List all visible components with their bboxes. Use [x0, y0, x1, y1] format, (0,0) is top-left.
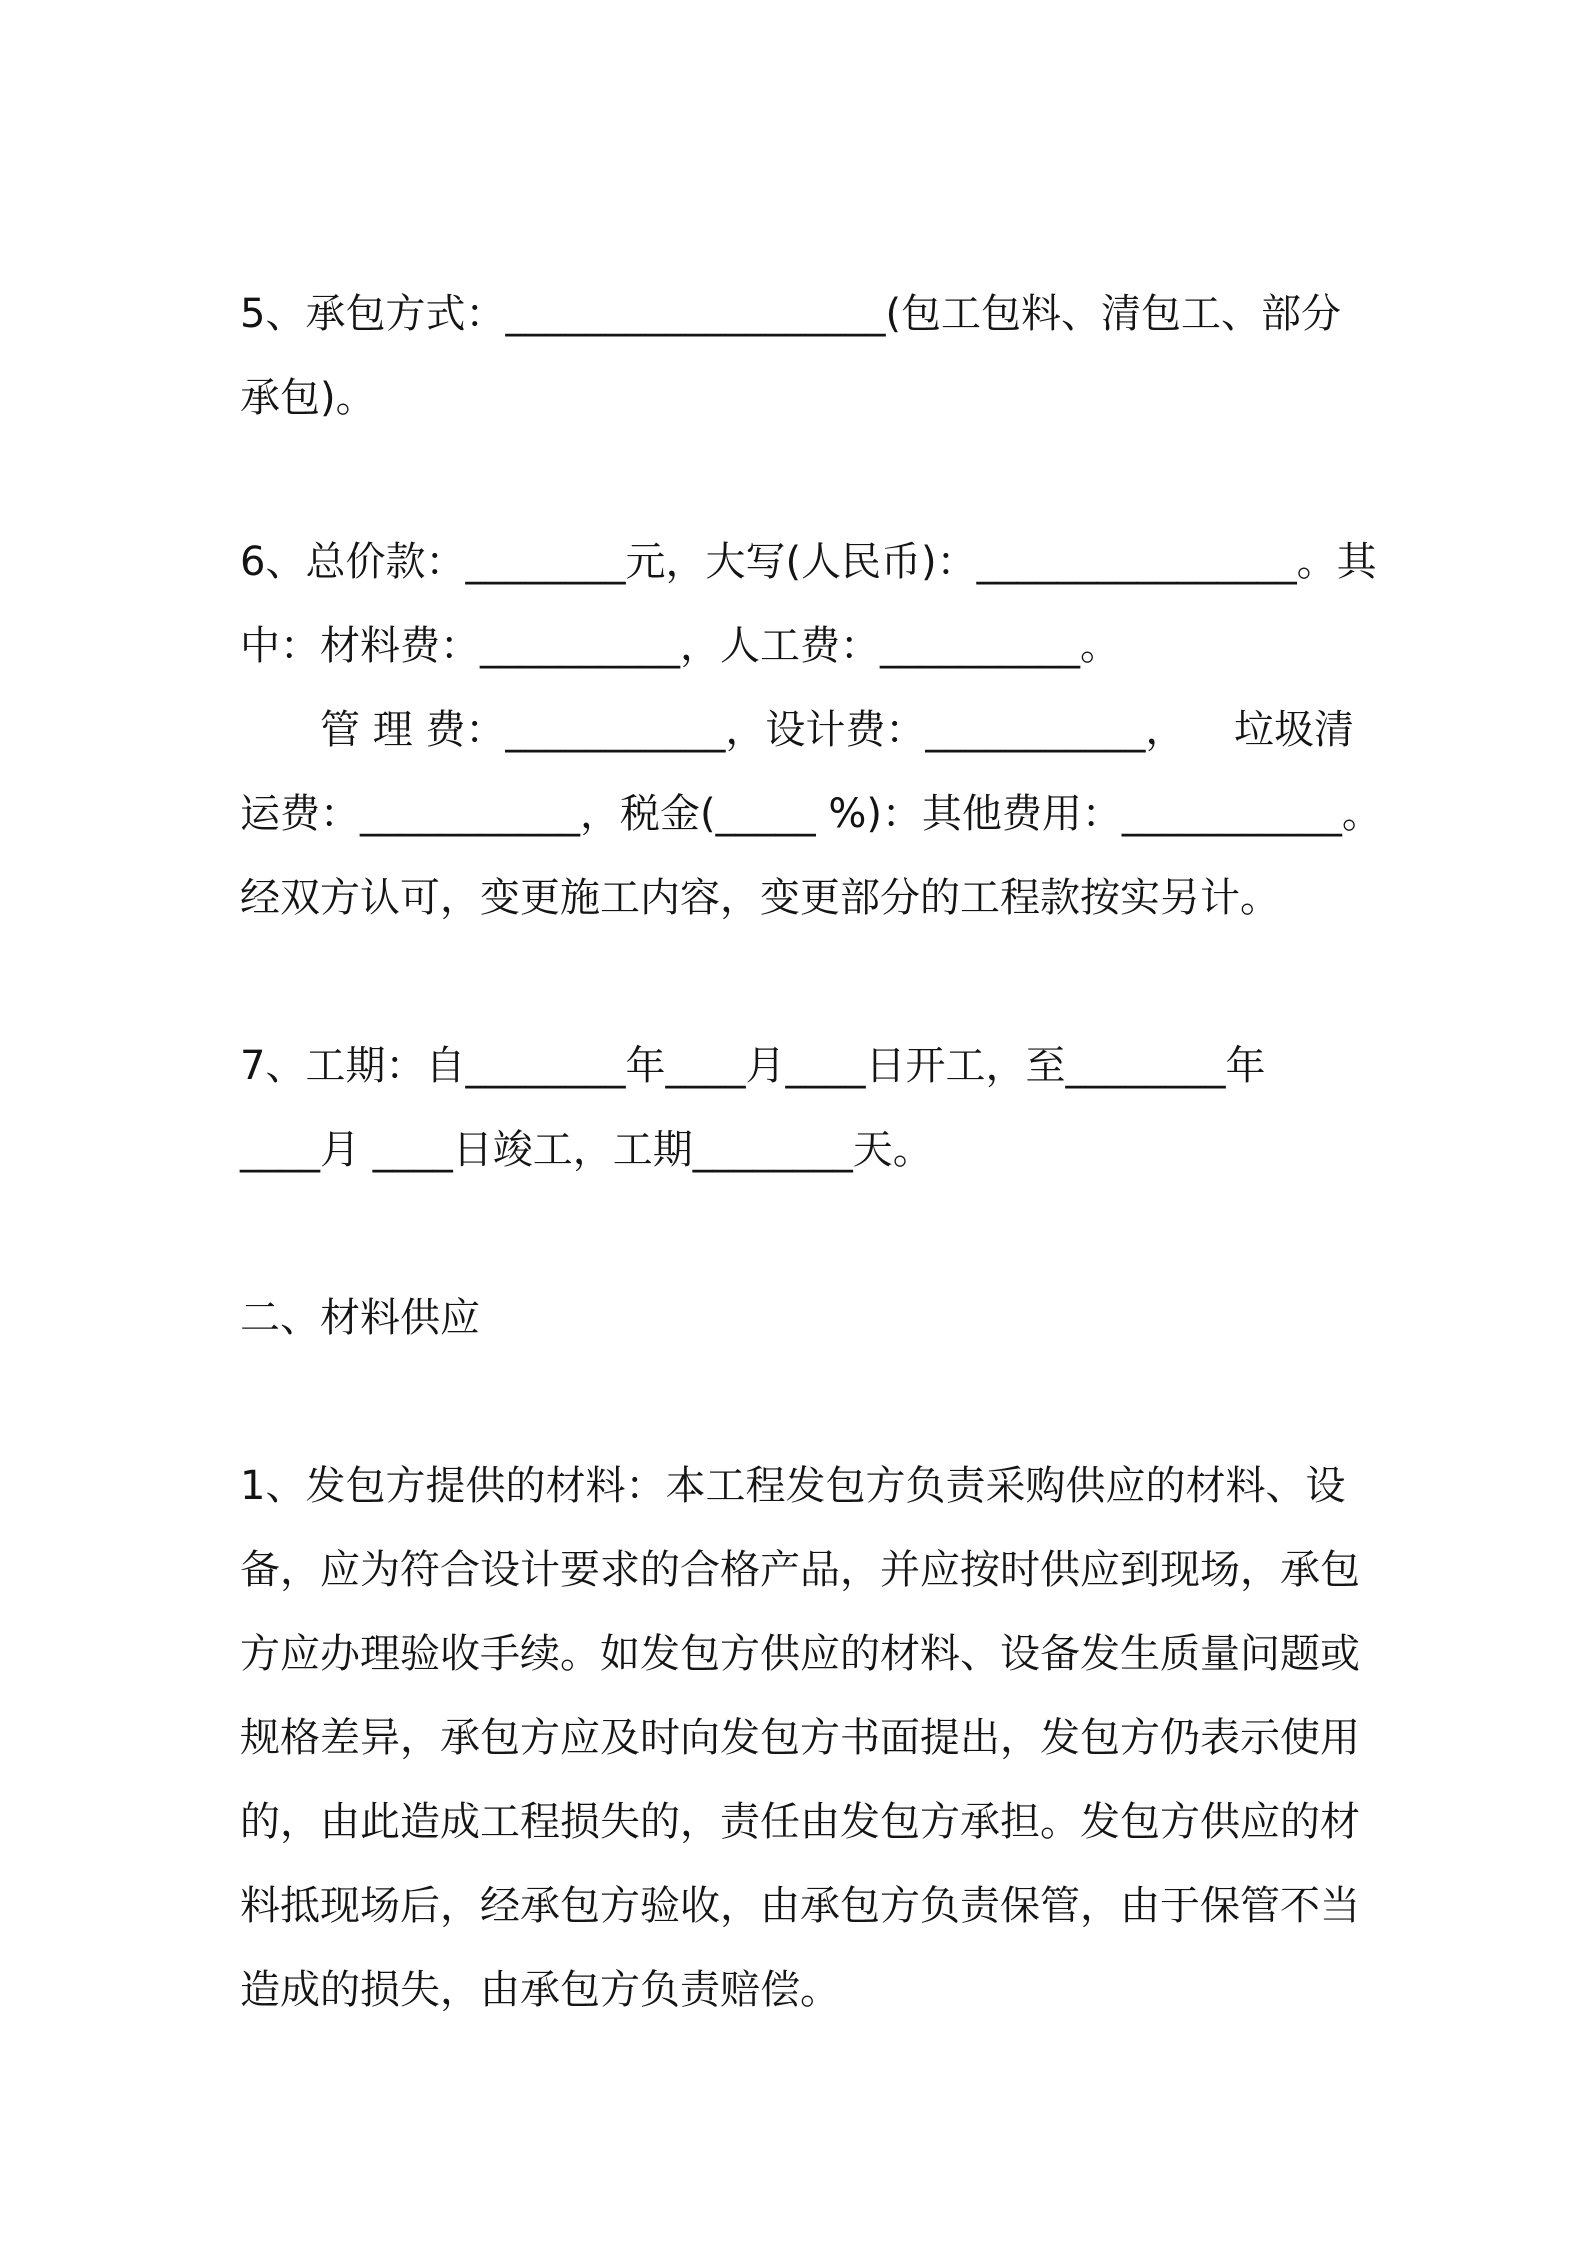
- item7-line1: 7、工期：自________年____月____日开工，至________年: [240, 1043, 1266, 1089]
- clause1-line: 备，应为符合设计要求的合格产品，并应按时供应到现场，承包: [240, 1547, 1360, 1593]
- item7-line2: ____月 ____日竣工，工期________天。: [240, 1127, 933, 1173]
- item6-line2: 中：材料费：__________，人工费：__________。: [240, 623, 1120, 669]
- section-heading: 二、材料供应: [240, 1295, 480, 1341]
- clause1-line: 1、发包方提供的材料：本工程发包方负责采购供应的材料、设: [240, 1463, 1346, 1509]
- clause1-line: 料抵现场后，经承包方验收，由承包方负责保管，由于保管不当: [240, 1883, 1360, 1929]
- clause1-line: 造成的损失，由承包方负责赔偿。: [240, 1967, 840, 2013]
- item6-line1: 6、总价款：________元，大写(人民币)：________________。其: [240, 539, 1377, 585]
- item5-line1: 5、承包方式：___________________(包工包料、清包工、部分: [240, 291, 1342, 337]
- clause1-line: 规格差异，承包方应及时向发包方书面提出，发包方仍表示使用: [240, 1715, 1360, 1761]
- item6-line4: 运费：___________，税金(_____ %)：其他费用：___________。: [240, 791, 1382, 837]
- clause1-line: 方应办理验收手续。如发包方供应的材料、设备发生质量问题或: [240, 1631, 1360, 1677]
- item6-line3-end: 垃圾清: [1234, 707, 1354, 753]
- item5-line2: 承包)。: [240, 375, 376, 421]
- item6-line5: 经双方认可，变更施工内容，变更部分的工程款按实另计。: [240, 875, 1280, 921]
- item6-line3: [320, 702, 1354, 758]
- clause1-line: 的，由此造成工程损失的，责任由发包方承担。发包方供应的材: [240, 1799, 1360, 1845]
- item6-line3-fees: 管 理 费：___________，设计费：___________，: [320, 707, 1186, 753]
